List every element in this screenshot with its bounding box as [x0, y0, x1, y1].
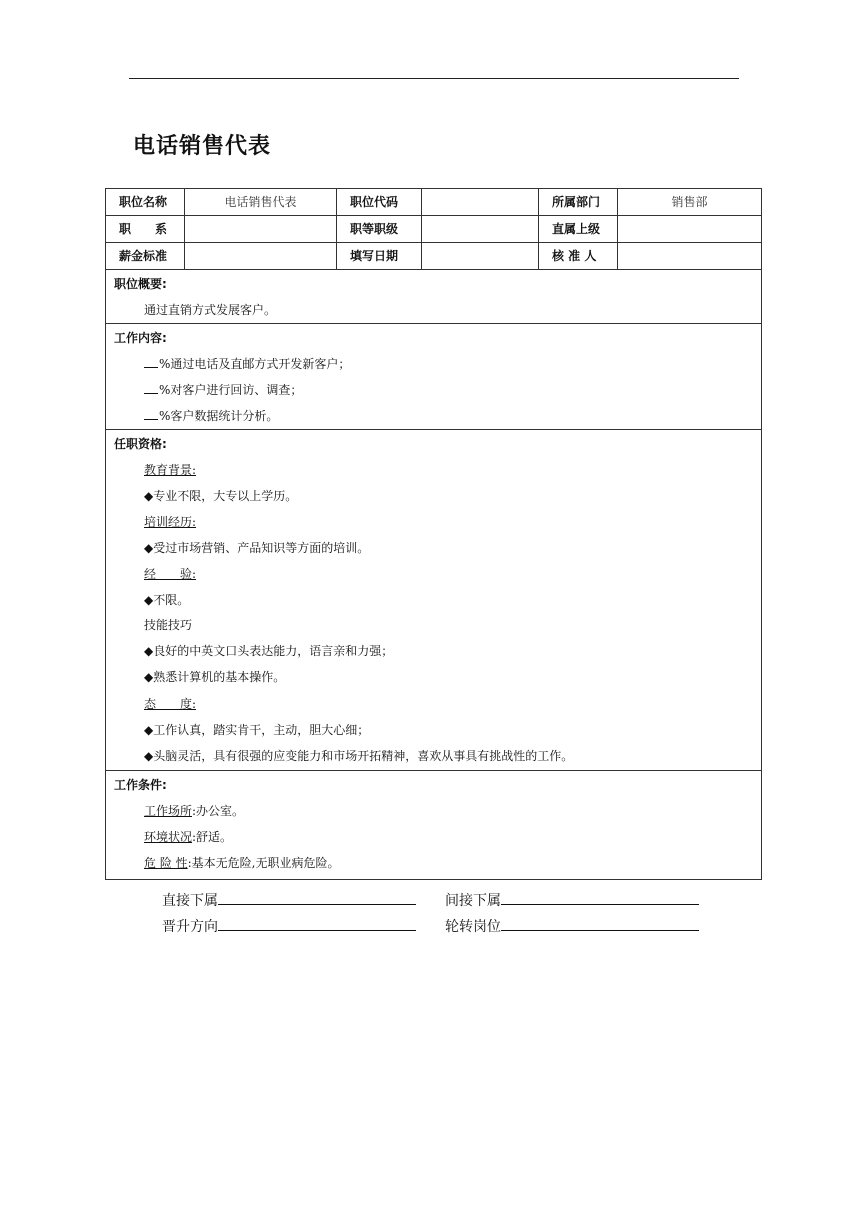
indirect-subordinate-label: 间接下属 [445, 893, 501, 909]
duty-text: %对客户进行回访、调查； [159, 383, 303, 397]
promotion-field[interactable] [218, 916, 416, 931]
training-item: ◆受过市场营销、产品知识等方面的培训。 [144, 541, 370, 555]
department-value: 销售部 [671, 195, 708, 209]
duty-blank [144, 356, 158, 368]
salary-value [185, 243, 337, 269]
skills-label: 技能技巧 [144, 618, 193, 632]
header-row-1 [106, 189, 761, 216]
grade-value [422, 216, 539, 242]
approver-value [618, 243, 761, 269]
attitude-item: ◆头脑灵活，具有很强的应变能力和市场开拓精神，喜欢从事具有挑战性的工作。 [144, 749, 574, 763]
promotion-label: 晋升方向 [162, 919, 218, 935]
duty-blank [144, 408, 158, 420]
salary-label: 薪金标准 [106, 243, 185, 269]
risk-value: :基本无危险,无职业病危险。 [187, 856, 340, 870]
environment-line [144, 829, 232, 845]
duty-blank [144, 382, 158, 394]
job-description-form [105, 188, 762, 880]
header-row-3 [106, 243, 761, 270]
skills-item: ◆熟悉计算机的基本操作。 [144, 670, 286, 684]
series-value [185, 216, 337, 242]
conditions-title: 工作条件: [114, 778, 167, 792]
indirect-subordinate-line [445, 890, 699, 910]
risk-label: 危 险 性 [144, 856, 188, 870]
risk-line [144, 855, 340, 871]
job-code-label: 职位代码 [337, 189, 422, 215]
fill-date-label: 填写日期 [337, 243, 422, 269]
superior-value [618, 216, 761, 242]
header-row-2 [106, 216, 761, 243]
duty-text: %通过电话及直邮方式开发新客户； [159, 357, 351, 371]
promotion-line [162, 916, 416, 936]
document-title: 电话销售代表 [133, 134, 272, 159]
direct-subordinate-label: 直接下属 [162, 893, 218, 909]
education-item: ◆专业不限，大专以上学历。 [144, 489, 298, 503]
grade-label: 职等职级 [337, 216, 422, 242]
education-label: 教育背景: [144, 463, 197, 477]
work-place-value: :办公室。 [192, 804, 245, 818]
rotation-label: 轮转岗位 [445, 919, 501, 935]
rotation-field[interactable] [501, 916, 699, 931]
summary-title: 职位概要: [114, 277, 167, 291]
conditions-section [106, 771, 761, 879]
qualifications-section [106, 430, 761, 771]
superior-label: 直属上级 [539, 216, 618, 242]
environment-label: 环境状况 [144, 830, 193, 844]
job-code-value [422, 189, 539, 215]
duties-section [106, 324, 761, 430]
work-place-line [144, 803, 244, 819]
duty-item [144, 356, 350, 372]
attitude-item: ◆工作认真，踏实肯干，主动，胆大心细； [144, 723, 370, 737]
work-place-label: 工作场所 [144, 804, 193, 818]
direct-subordinate-field[interactable] [218, 890, 416, 905]
duty-item [144, 408, 278, 424]
summary-section [106, 270, 761, 324]
job-name-label: 职位名称 [106, 189, 185, 215]
header-rule [129, 78, 739, 79]
duties-title: 工作内容: [114, 331, 167, 345]
attitude-label: 态 度: [144, 697, 197, 711]
duty-text: %客户数据统计分析。 [159, 409, 279, 423]
department-label: 所属部门 [539, 189, 618, 215]
rotation-line [445, 916, 699, 936]
duty-item [144, 382, 302, 398]
summary-text: 通过直销方式发展客户。 [144, 303, 277, 317]
approver-label: 核 准 人 [539, 243, 618, 269]
experience-label: 经 验: [144, 567, 197, 581]
fill-date-value [422, 243, 539, 269]
series-label: 职 系 [106, 216, 185, 242]
qualifications-title: 任职资格: [114, 437, 167, 451]
direct-subordinate-line [162, 890, 416, 910]
experience-item: ◆不限。 [144, 593, 190, 607]
training-label: 培训经历: [144, 515, 197, 529]
skills-item: ◆良好的中英文口头表达能力，语言亲和力强； [144, 644, 394, 658]
environment-value: :舒适。 [192, 830, 233, 844]
indirect-subordinate-field[interactable] [501, 890, 699, 905]
job-name-value: 电话销售代表 [185, 189, 337, 215]
